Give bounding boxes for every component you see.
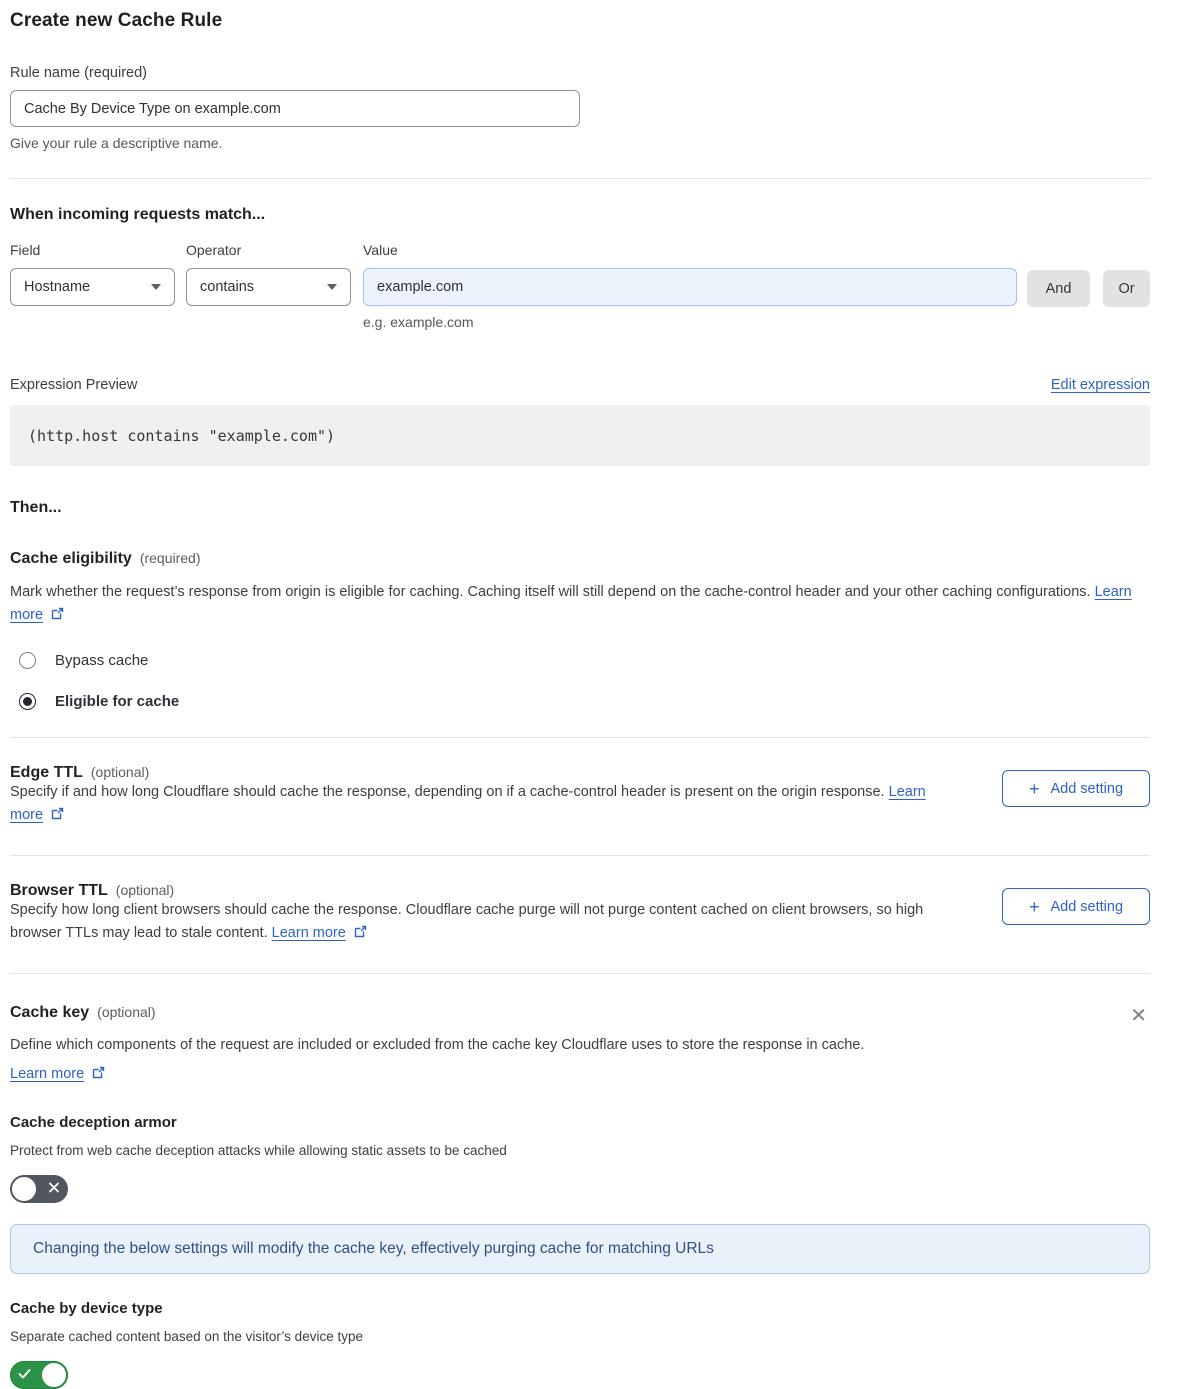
optional-tag: (optional) [97,1004,156,1020]
divider [10,737,1150,738]
radio-label: Eligible for cache [55,693,180,710]
cache-key-description: Define which components of the request are included or excluded from the cache key Cloudflare uses to store the response in cache. [10,1037,865,1053]
operator-select[interactable] [186,268,351,306]
expression-preview-label: Expression Preview [10,377,138,393]
toggle-knob [42,1363,66,1387]
cache-eligibility-description: Mark whether the request’s response from origin is eligible for caching. Caching itself will still depend on the cache-control header and your other caching configurations. Learn more [10,581,1150,628]
match-condition-row [10,242,1150,330]
create-cache-rule-form [10,0,1150,1389]
radio-option-bypass-cache[interactable] [10,652,1150,669]
cache-by-device-type-description: Separate cached content based on the visitor’s device type [10,1329,363,1344]
optional-tag: (optional) [90,764,150,780]
field-select[interactable] [10,268,175,306]
learn-more-link[interactable]: Learn more [10,1066,85,1082]
rule-name-input[interactable] [10,90,580,127]
browser-ttl-add-setting-button[interactable]: + Add setting [1002,888,1150,925]
cache-key-learn-more [10,1066,1150,1083]
edge-ttl-title: Edge TTL [10,764,83,781]
learn-more-link[interactable]: Learn more [10,584,1132,623]
cache-eligibility-title: Cache eligibility [10,550,132,567]
cache-by-device-type-title: Cache by device type [10,1300,163,1317]
operator-label: Operator [186,242,242,258]
external-link-icon [92,1066,105,1083]
match-section-heading: When incoming requests match... [10,206,266,223]
cache-deception-armor-toggle[interactable] [10,1175,68,1203]
cache-deception-armor-title: Cache deception armor [10,1114,177,1131]
divider [10,855,1150,856]
radio-label: Bypass cache [55,652,149,669]
browser-ttl-description: Specify how long client browsers should cache the response. Cloudflare cache purge will not purge content cached on client browsers, so high browser TTLs may lead to stale content. Learn more [10,899,930,946]
browser-ttl-title: Browser TTL [10,882,108,899]
field-select-value: Hostname [24,279,91,295]
operator-select-value: contains [200,279,255,295]
plus-icon: + [1028,896,1040,917]
value-input[interactable] [363,268,1017,306]
value-helper: e.g. example.com [363,314,474,330]
cache-by-device-type-toggle[interactable] [10,1361,68,1389]
and-button[interactable]: And [1027,270,1090,307]
cache-eligibility-header [10,550,1150,568]
chevron-down-icon [327,284,337,290]
external-link-icon [51,605,64,628]
cache-key-warning-banner: Changing the below settings will modify the cache key, effectively purging cache for matching URLs [10,1224,1150,1274]
field-label: Field [10,242,41,258]
optional-tag: (optional) [115,882,175,898]
toggle-x-icon [48,1182,60,1197]
radio-option-eligible-for-cache[interactable] [10,693,1150,710]
edge-ttl-description: Specify if and how long Cloudflare should cache the response, depending on if a cache-control header is present on the origin response. Learn more [10,781,930,828]
divider [10,973,1150,974]
expression-preview-code: (http.host contains "example.com") [10,405,1150,466]
toggle-knob [12,1177,36,1201]
divider [10,178,1150,179]
radio-button[interactable] [19,652,36,669]
rule-name-label: Rule name (required) [10,65,148,81]
learn-more-link[interactable]: Learn more [10,784,926,823]
learn-more-link[interactable]: Learn more [271,925,346,941]
cache-key-title: Cache key [10,1004,90,1021]
rule-name-helper: Give your rule a descriptive name. [10,135,223,151]
value-label: Value [363,242,398,258]
external-link-icon [354,923,367,946]
radio-button[interactable] [19,693,36,710]
plus-icon: + [1028,778,1040,799]
edit-expression-link[interactable]: Edit expression [1050,377,1150,393]
cache-key-header [10,1004,1150,1026]
then-heading: Then... [10,499,62,516]
toggle-check-icon [18,1368,31,1383]
edge-ttl-add-setting-button[interactable]: + Add setting [1002,770,1150,807]
or-button[interactable]: Or [1103,270,1150,307]
cache-deception-armor-description: Protect from web cache deception attacks while allowing static assets to be cached [10,1143,507,1158]
required-tag: (required) [139,550,201,566]
external-link-icon [51,805,64,828]
page-title: Create new Cache Rule [10,10,223,31]
close-icon[interactable]: ✕ [1130,1005,1147,1027]
chevron-down-icon [151,284,161,290]
